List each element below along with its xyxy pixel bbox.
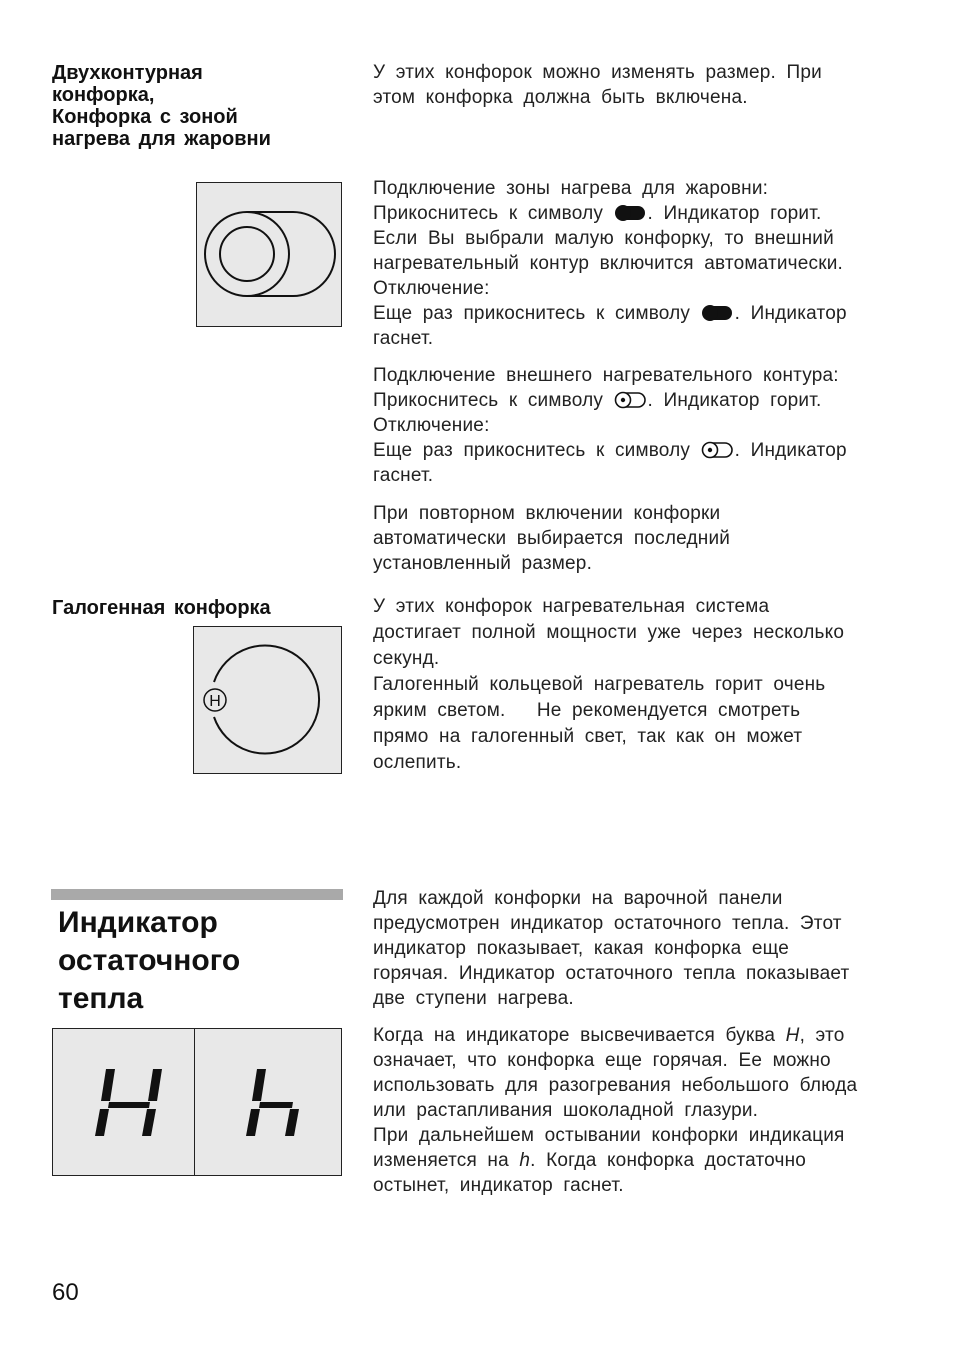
- text-line: [373, 301, 933, 326]
- text-line: У этих конфорок нагревательная система: [373, 596, 770, 617]
- text-line: или растапливания шоколадной глазури.: [373, 1100, 759, 1121]
- text-line: Галогенный кольцевой нагреватель горит очень: [373, 674, 826, 695]
- text-line: этом конфорка должна быть включена.: [373, 87, 748, 108]
- heading-line: нагрева для жаровни: [52, 128, 271, 150]
- text-line: У этих конфорок можно изменять размер. При: [373, 62, 822, 83]
- roast-zone-text: [373, 176, 933, 351]
- text-line: гаснет.: [373, 328, 434, 349]
- text-fragment: Еще раз прикоснитесь к символу: [373, 303, 691, 324]
- text-line: Подключение внешнего нагревательного контура:: [373, 365, 839, 386]
- repeat-activation-text: [373, 501, 913, 576]
- text-fragment: . Индикатор горит.: [647, 390, 822, 411]
- dual-zone-heading: [52, 62, 352, 150]
- text-fragment: . Индикатор горит.: [647, 203, 822, 224]
- segment-letter-h: h: [519, 1150, 531, 1171]
- text-line: горячая. Индикатор остаточного тепла показывает: [373, 963, 850, 984]
- dual-zone-intro: [373, 60, 913, 110]
- title-line: тепла: [58, 982, 144, 1015]
- text-fragment: , это: [799, 1025, 845, 1046]
- text-fragment: . Когда конфорка достаточно: [530, 1150, 807, 1171]
- halogen-label: H: [209, 693, 221, 710]
- text-line: гаснет.: [373, 465, 434, 486]
- segment-letter-H: H: [785, 1025, 800, 1046]
- halogen-figure: [193, 626, 342, 774]
- dual-zone-figure: [196, 182, 342, 327]
- text-line: ярким светом. Не рекомендуется смотреть: [373, 700, 801, 721]
- roast-zone-symbol-icon: [614, 204, 648, 222]
- text-line: При дальнейшем остывании конфорки индикация: [373, 1125, 845, 1146]
- residual-heat-para1: [373, 886, 933, 1011]
- text-line: Если Вы выбрали малую конфорку, то внешний: [373, 228, 834, 249]
- text-line: Подключение зоны нагрева для жаровни:: [373, 178, 769, 199]
- dual-zone-burner-icon: [197, 183, 341, 326]
- title-line: Индикатор: [58, 906, 218, 939]
- text-line: нагревательный контур включится автоматически.: [373, 253, 844, 274]
- text-line: прямо на галогенный свет, так как он может: [373, 726, 803, 747]
- text-line: использовать для разогревания небольшого блюда: [373, 1075, 858, 1096]
- text-line: предусмотрен индикатор остаточного тепла. Этот: [373, 913, 842, 934]
- display-panel-h-lower: [195, 1029, 342, 1175]
- text-fragment: . Индикатор: [734, 440, 847, 461]
- page-number: 60: [52, 1279, 79, 1306]
- text-fragment: изменяется на: [373, 1150, 509, 1171]
- title-line: остаточного: [58, 944, 241, 977]
- text-fragment: Еще раз прикоснитесь к символу: [373, 440, 691, 461]
- text-line: [373, 438, 933, 463]
- text-line: При повторном включении конфорки: [373, 503, 721, 524]
- outer-circuit-text: [373, 363, 933, 488]
- display-panel-h-upper: [53, 1029, 195, 1175]
- residual-heat-title: [58, 904, 348, 1018]
- heading-line: Галогенная конфорка: [52, 597, 271, 619]
- text-line: автоматически выбирается последний: [373, 528, 731, 549]
- text-line: [373, 1023, 933, 1048]
- text-line: две ступени нагрева.: [373, 988, 574, 1009]
- section-divider-bar: [51, 889, 343, 900]
- text-line: Отключение:: [373, 415, 490, 436]
- halogen-text: [373, 594, 933, 776]
- text-line: Отключение:: [373, 278, 490, 299]
- text-fragment: Прикоснитесь к символу: [373, 390, 604, 411]
- text-line: [373, 1148, 933, 1173]
- text-line: Для каждой конфорки на варочной панели: [373, 888, 783, 909]
- text-fragment: Когда на индикаторе высвечивается буква: [373, 1025, 776, 1046]
- text-fragment: Прикоснитесь к символу: [373, 203, 604, 224]
- text-line: секунд.: [373, 648, 440, 669]
- text-line: означает, что конфорка еще горячая. Ее можно: [373, 1050, 831, 1071]
- residual-heat-para2: [373, 1023, 933, 1198]
- residual-heat-display-figure: [52, 1028, 342, 1176]
- text-line: [373, 201, 933, 226]
- text-line: ослепить.: [373, 752, 462, 773]
- seven-segment-h-icon: [195, 1029, 342, 1175]
- text-line: остынет, индикатор гаснет.: [373, 1175, 624, 1196]
- heading-line: Конфорка с зоной: [52, 106, 238, 128]
- roast-zone-symbol-icon: [701, 304, 735, 322]
- text-line: установленный размер.: [373, 553, 593, 574]
- outer-circuit-symbol-icon: [701, 441, 735, 459]
- text-line: индикатор показывает, какая конфорка еще: [373, 938, 790, 959]
- seven-segment-H-icon: [53, 1029, 194, 1175]
- heading-line: конфорка,: [52, 84, 155, 106]
- halogen-heading: [52, 597, 352, 619]
- heading-line: Двухконтурная: [52, 62, 203, 84]
- text-fragment: . Индикатор: [734, 303, 847, 324]
- text-line: достигает полной мощности уже через несколько: [373, 622, 845, 643]
- halogen-burner-icon: [194, 627, 341, 773]
- text-line: [373, 388, 933, 413]
- outer-circuit-symbol-icon: [614, 391, 648, 409]
